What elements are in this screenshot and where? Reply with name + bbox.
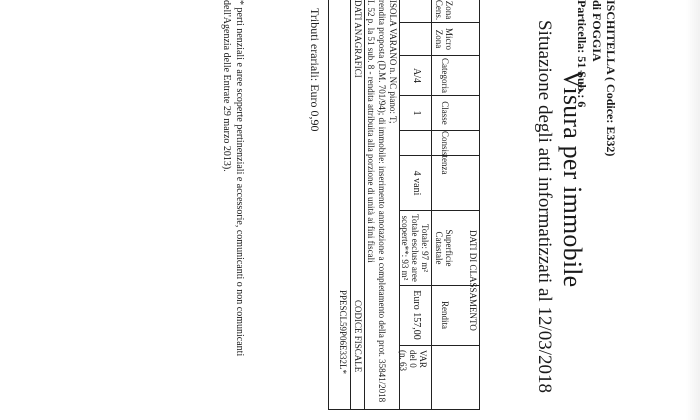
document-subtitle: Situazione degli atti informatizzati al 12/03/2018 [534,20,555,394]
cell-superficie: Totale: 97 m² Totale escluse aree scoperte**: 93 m² [400,214,430,282]
col-header-rendita: Rendita [440,301,450,329]
codice-fiscale-value: PPESCL59P06E332L* [338,290,348,375]
col-header-categoria: Categoria [440,58,450,93]
col-header-classe: Classe [440,101,450,125]
anagrafici-divider [364,0,365,410]
col-header-consistenza: Consistenza [440,131,450,175]
anagrafici-header: DATI ANAGRAFICI [353,0,363,78]
anagrafici-divider [350,0,351,410]
tributi-line: Tributi erariali: Euro 0,90 [308,8,322,132]
comune-line: ISCHITELLA ( Codice: E332) [604,0,618,157]
cell-consistenza: 4 vani [411,170,422,196]
col-header-superficie: Superficie Catastale [434,229,454,267]
document-title: Visura per immobile [558,70,587,288]
col-header-zona: Zona Cens. [434,0,454,21]
col-header-microzona: Micro Zona [434,28,454,50]
cell-classe: 1 [411,110,422,116]
footer-note: dell'Agenzia delle Entrate 29 marzo 2013). [221,0,232,172]
footer-note: * perti nenziali e aree scoperte pertinenziali e accessorie, comunicanti o non comunicanti [234,0,245,357]
provincia-line: di FOGGIA [590,0,604,62]
codice-fiscale-label: CODICE FISCALE [353,300,363,373]
table-row-divider [431,0,432,410]
note-line: rendita proposta (D.M. 701/94); di immobile: inserimento annotazione a completamento della prot. 35841/2018 [377,0,387,403]
col-divider [400,345,480,346]
scan-edge-shadow [686,0,700,420]
cell-rendita: Euro 157,00 [411,290,422,340]
cell-extra: VAR del 0 (n. 63 [398,350,428,371]
table-row-divider [399,0,400,410]
note-line: I. 52 p. la 51 sub. 8 - rendita attribuita alla porzione di unità ai fini fiscali [366,0,376,263]
particella-line: Particella: 51 Sub.: 6 [575,0,589,108]
note-line: ISOLA VARANO n. NC piano: T; [388,0,398,124]
cell-categoria: A/4 [411,68,422,83]
section-header: DATI DI CLASSAMENTO [468,230,478,331]
